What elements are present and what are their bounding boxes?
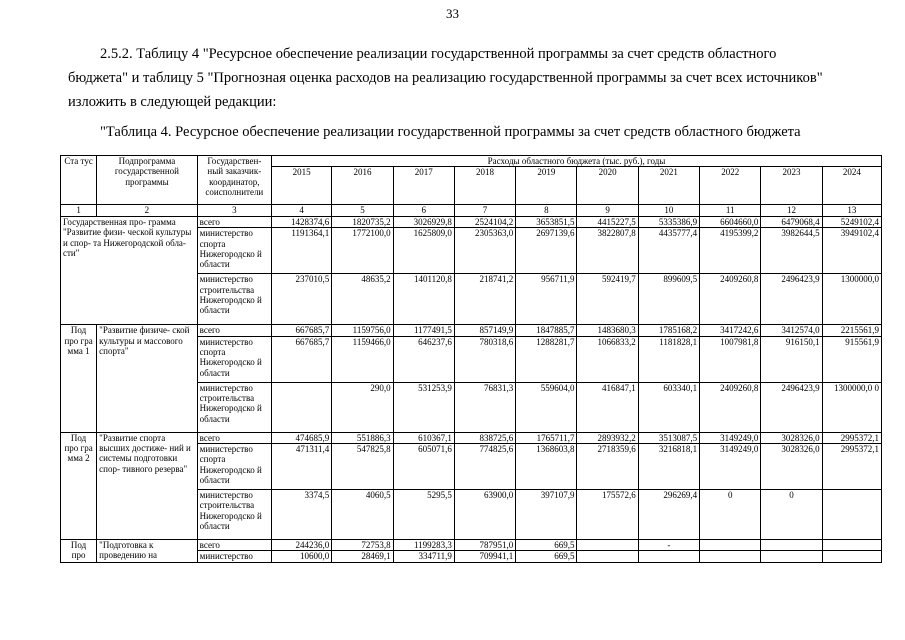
customer-cell: всего [197,216,271,227]
value-cell: 1428374,6 [272,216,332,227]
value-cell [700,540,761,551]
value-cell: 1401120,8 [393,274,454,325]
value-cell: 5249102,4 [822,216,881,227]
value-cell: 603340,1 [638,382,699,432]
value-cell: 1199283,3 [393,540,454,551]
value-cell [577,540,638,551]
table-row [61,325,882,336]
customer-cell: министерство спорта Нижегородско й области [197,444,271,490]
value-cell: 3216818,1 [638,444,699,490]
value-cell: 780318,6 [454,336,515,382]
value-cell: 2893932,2 [577,432,638,443]
value-cell: 2496423,9 [761,274,822,325]
value-cell: 6604660,0 [700,216,761,227]
col-number: 1 [61,205,97,216]
value-cell [822,551,881,562]
value-cell: 857149,9 [454,325,515,336]
value-cell: 915561,9 [822,336,881,382]
value-cell: 3412574,0 [761,325,822,336]
value-cell: 2697139,6 [516,228,577,274]
value-cell: 175572,6 [577,490,638,540]
value-cell: 592419,7 [577,274,638,325]
header-year: 2017 [393,167,454,205]
value-cell: 4415227,5 [577,216,638,227]
col-number: 8 [516,205,577,216]
value-cell: 1847885,7 [516,325,577,336]
value-cell: 397107,9 [516,490,577,540]
intro-line-2: бюджета" и таблицу 5 "Прогнозная оценка расходов на реализацию государственной программы за счет всех источников" [68,70,823,86]
value-cell: 899609,5 [638,274,699,325]
value-cell: 2524104,2 [454,216,515,227]
value-cell: 669,5 [516,540,577,551]
value-cell [638,551,699,562]
value-cell: 2305363,0 [454,228,515,274]
table-row [61,432,882,443]
col-number: 3 [197,205,271,216]
value-cell: 3028326,0 [761,432,822,443]
value-cell: 76831,3 [454,382,515,432]
value-cell: 1368603,8 [516,444,577,490]
value-cell: 6479068,4 [761,216,822,227]
header-year: 2021 [638,167,699,205]
header-expenses: Расходы областного бюджета (тыс. руб.), годы [272,156,882,167]
value-cell: 551886,3 [332,432,393,443]
customer-cell: министерство спорта Нижегородско й области [197,336,271,382]
value-cell: 3822807,8 [577,228,638,274]
value-cell: 787951,0 [454,540,515,551]
value-cell: 1191364,1 [272,228,332,274]
value-cell: 531253,9 [393,382,454,432]
value-cell: 547825,8 [332,444,393,490]
value-cell: 1066833,2 [577,336,638,382]
header-year: 2022 [700,167,761,205]
value-cell: 296269,4 [638,490,699,540]
value-cell: 290,0 [332,382,393,432]
value-cell: 4195399,2 [700,228,761,274]
value-cell: 1159756,0 [332,325,393,336]
value-cell: 956711,9 [516,274,577,325]
value-cell: 709941,1 [454,551,515,562]
col-number: 7 [454,205,515,216]
col-number: 11 [700,205,761,216]
value-cell: 63900,0 [454,490,515,540]
value-cell: 2995372,1 [822,444,881,490]
value-cell: 3028326,0 [761,444,822,490]
value-cell: 334711,9 [393,551,454,562]
value-cell: 48635,2 [332,274,393,325]
value-cell: 1765711,7 [516,432,577,443]
value-cell: 1483680,3 [577,325,638,336]
value-cell: 28469,1 [332,551,393,562]
value-cell: 646237,6 [393,336,454,382]
col-number: 2 [97,205,197,216]
col-number: 5 [332,205,393,216]
page-number: 33 [446,6,459,21]
value-cell: 838725,6 [454,432,515,443]
intro-line-1 [68,42,868,66]
value-cell: 3653851,5 [516,216,577,227]
header-year: 2019 [516,167,577,205]
value-cell: 244236,0 [272,540,332,551]
col-number: 12 [761,205,822,216]
header-year: 2018 [454,167,515,205]
value-cell: 2995372,1 [822,432,881,443]
value-cell: 218741,2 [454,274,515,325]
value-cell: 1300000,0 0 [822,382,881,432]
customer-cell: министерство спорта Нижегородско й области [197,228,271,274]
value-cell: 0 [761,490,822,540]
header-year: 2024 [822,167,881,205]
value-cell: 3417242,6 [700,325,761,336]
value-cell: 1177491,5 [393,325,454,336]
value-cell: - [638,540,699,551]
header-status: Ста тус [61,156,97,205]
table-caption: "Таблица 4. Ресурсное обеспечение реализации государственной программы за счет средств областного бюджета [100,124,801,140]
resource-table [60,155,882,563]
value-cell: 1007981,8 [700,336,761,382]
intro-line-3: изложить в следующей редакции: [68,94,277,110]
value-cell: 5295,5 [393,490,454,540]
value-cell: 5335386,9 [638,216,699,227]
status-cell: Под про гра мма 2 [61,432,97,539]
header-customer: Государствен- ный заказчик- координатор, соисполнители [197,156,271,205]
col-number: 6 [393,205,454,216]
value-cell: 2718359,6 [577,444,638,490]
header-year: 2016 [332,167,393,205]
value-cell: 605071,6 [393,444,454,490]
customer-cell: министерство строительства Нижегородско й области [197,274,271,325]
customer-cell: всего [197,325,271,336]
value-cell: 2496423,9 [761,382,822,432]
value-cell: 4060,5 [332,490,393,540]
col-number: 9 [577,205,638,216]
value-cell: 667685,7 [272,325,332,336]
value-cell [700,551,761,562]
value-cell: 4435777,4 [638,228,699,274]
status-cell: Под про гра мма 1 [61,325,97,432]
status-cell: Под про [61,540,97,563]
subprogram-cell: "Подготовка к проведению на [97,540,197,563]
customer-cell: министерство [197,551,271,562]
value-cell [822,540,881,551]
column-number-row [61,205,882,216]
value-cell: 774825,6 [454,444,515,490]
value-cell: 1625809,0 [393,228,454,274]
subprogram-cell: "Развитие физиче- ской культуры и массового спорта" [97,325,197,432]
header-year: 2023 [761,167,822,205]
customer-cell: всего [197,432,271,443]
subprogram-cell: "Развитие спорта высших достиже- ний и системы подготовки спор- тивного резерва" [97,432,197,539]
customer-cell: всего [197,540,271,551]
value-cell: 1785168,2 [638,325,699,336]
value-cell [761,551,822,562]
header-row-1 [61,156,882,167]
value-cell: 10600,0 [272,551,332,562]
value-cell: 1820735,2 [332,216,393,227]
value-cell: 1288281,7 [516,336,577,382]
value-cell: 1300000,0 [822,274,881,325]
value-cell: 3149249,0 [700,432,761,443]
value-cell: 237010,5 [272,274,332,325]
value-cell: 667685,7 [272,336,332,382]
header-year: 2020 [577,167,638,205]
customer-cell: министерство строительства Нижегородско й области [197,382,271,432]
value-cell: 1181828,1 [638,336,699,382]
value-cell: 3513087,5 [638,432,699,443]
value-cell [272,382,332,432]
col-number: 13 [822,205,881,216]
value-cell: 0 [700,490,761,540]
table-row [61,540,882,551]
value-cell: 610367,1 [393,432,454,443]
customer-cell: министерство строительства Нижегородско й области [197,490,271,540]
value-cell: 72753,8 [332,540,393,551]
program-name-cell: Государственная про- грамма "Развитие физи- ческой культуры и спор- та Нижегородской обла- сти" [61,216,198,324]
value-cell: 3949102,4 [822,228,881,274]
value-cell: 3982644,5 [761,228,822,274]
value-cell: 2409260,8 [700,274,761,325]
value-cell [761,540,822,551]
value-cell: 669,5 [516,551,577,562]
value-cell: 474685,9 [272,432,332,443]
value-cell: 916150,1 [761,336,822,382]
table-row [61,216,882,227]
value-cell: 2215561,9 [822,325,881,336]
value-cell: 416847,1 [577,382,638,432]
value-cell [822,490,881,540]
intro-line-1-text: 2.5.2. Таблицу 4 "Ресурсное обеспечение реализации государственной программы за счет средств областного [100,46,777,62]
value-cell: 1159466,0 [332,336,393,382]
value-cell: 559604,0 [516,382,577,432]
value-cell: 3374,5 [272,490,332,540]
value-cell: 3149249,0 [700,444,761,490]
value-cell: 2409260,8 [700,382,761,432]
col-number: 4 [272,205,332,216]
value-cell: 471311,4 [272,444,332,490]
col-number: 10 [638,205,699,216]
header-subprogram: Подпрограмма государственной программы [97,156,197,205]
value-cell [577,551,638,562]
value-cell: 3026929,8 [393,216,454,227]
header-year: 2015 [272,167,332,205]
value-cell: 1772100,0 [332,228,393,274]
